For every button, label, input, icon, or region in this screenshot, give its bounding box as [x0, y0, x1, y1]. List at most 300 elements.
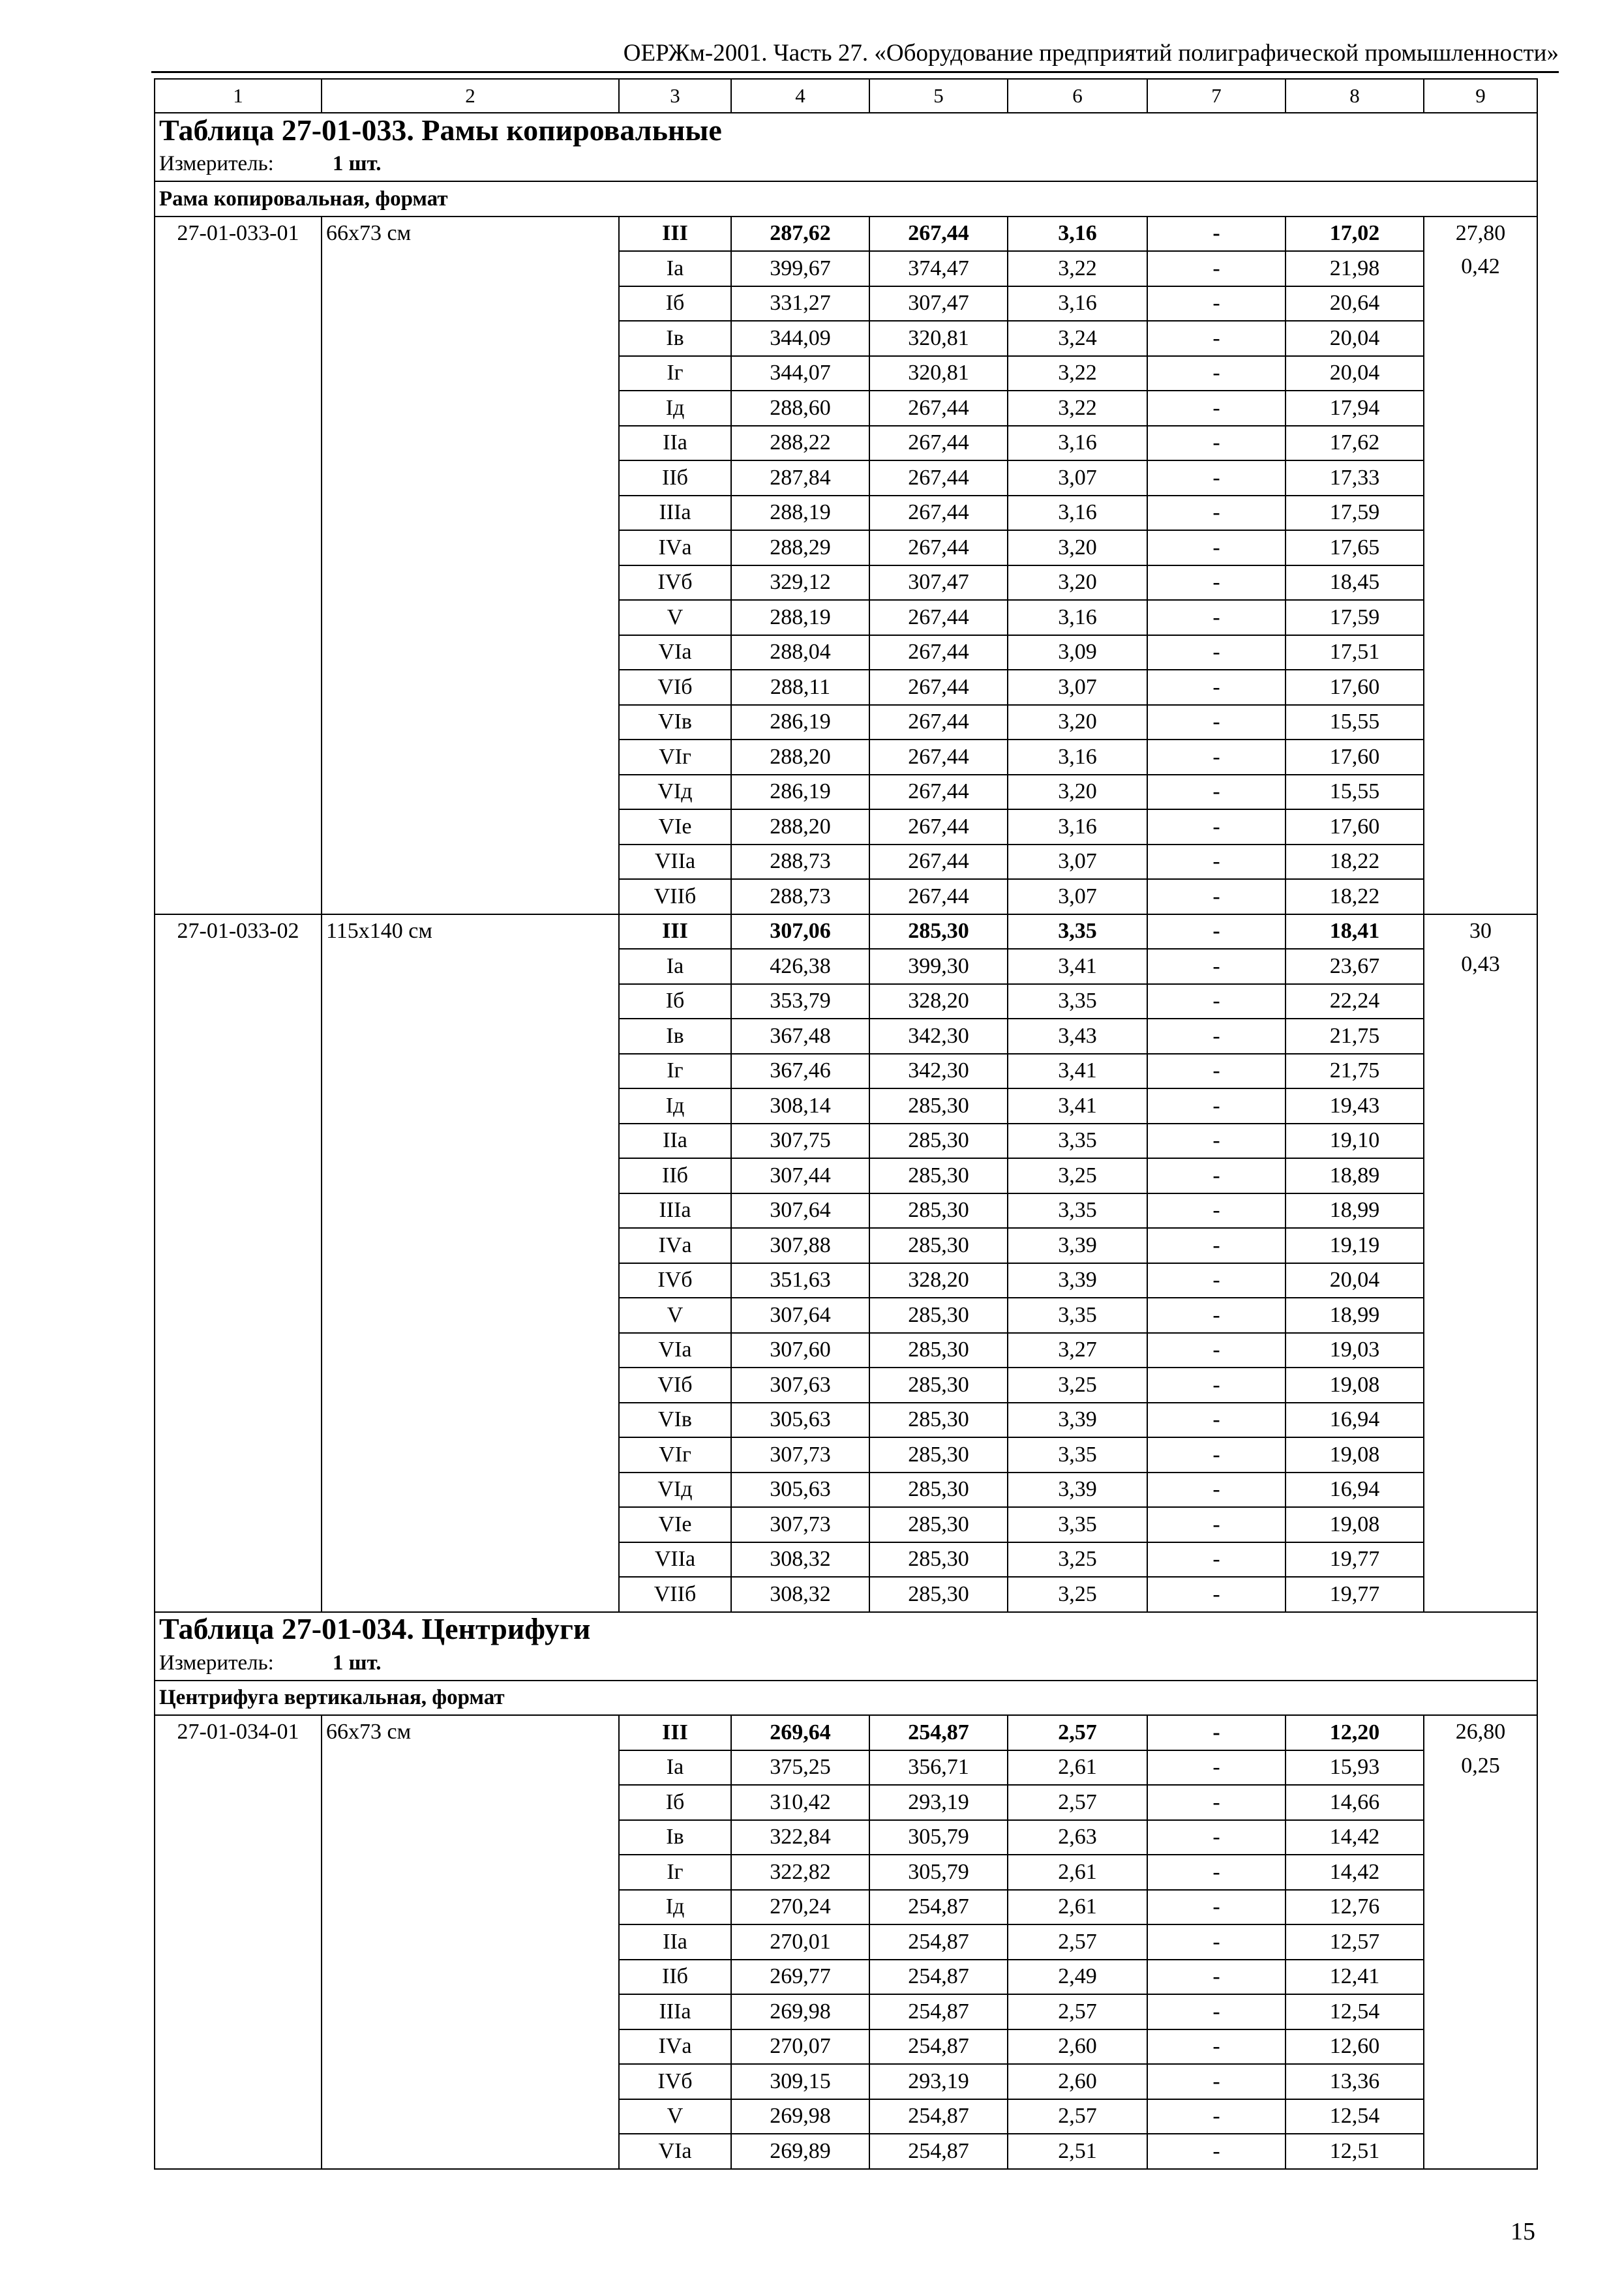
value-cell: 18,89: [1286, 1158, 1424, 1193]
value-cell: -: [1147, 1994, 1286, 2029]
value-cell: -: [1147, 1542, 1286, 1578]
value-cell: 3,25: [1008, 1368, 1147, 1403]
value-cell: 285,30: [869, 1193, 1008, 1229]
value-cell: 12,41: [1286, 1960, 1424, 1995]
value-cell: 12,57: [1286, 1924, 1424, 1960]
value-cell: 22,24: [1286, 984, 1424, 1019]
col9-cell: [1424, 217, 1537, 914]
value-cell: -: [1147, 705, 1286, 740]
value-cell: 320,81: [869, 321, 1008, 356]
value-cell: -: [1147, 984, 1286, 1019]
value-cell: 17,59: [1286, 600, 1424, 635]
value-cell: 12,54: [1286, 1994, 1424, 2029]
column-number: 7: [1147, 79, 1286, 113]
value-cell: 399,67: [731, 251, 869, 286]
zone-cell: VIа: [619, 2134, 731, 2169]
value-cell: -: [1147, 1298, 1286, 1333]
col9-value: 0,42: [1461, 254, 1500, 278]
zone-cell: IIа: [619, 1124, 731, 1159]
price-table: [154, 78, 1538, 2170]
measure-cell: [155, 1646, 1537, 1681]
item-code: 27-01-033-02: [155, 914, 322, 1612]
value-cell: 12,60: [1286, 2029, 1424, 2065]
value-cell: -: [1147, 1193, 1286, 1229]
value-cell: 18,99: [1286, 1298, 1424, 1333]
value-cell: 307,60: [731, 1333, 869, 1368]
value-cell: 285,30: [869, 1542, 1008, 1578]
zone-cell: Iг: [619, 1054, 731, 1089]
column-number: 9: [1424, 79, 1537, 113]
value-cell: 426,38: [731, 949, 869, 984]
value-cell: -: [1147, 1960, 1286, 1995]
value-cell: 254,87: [869, 1924, 1008, 1960]
value-cell: 267,44: [869, 845, 1008, 880]
value-cell: 20,04: [1286, 356, 1424, 391]
value-cell: 3,22: [1008, 356, 1147, 391]
value-cell: 309,15: [731, 2064, 869, 2099]
zone-cell: VIа: [619, 1333, 731, 1368]
value-cell: 286,19: [731, 705, 869, 740]
value-cell: 286,19: [731, 775, 869, 810]
value-cell: 305,79: [869, 1820, 1008, 1855]
zone-cell: IIб: [619, 1960, 731, 1995]
value-cell: 267,44: [869, 460, 1008, 496]
value-cell: 3,43: [1008, 1019, 1147, 1054]
value-cell: -: [1147, 1228, 1286, 1263]
zone-cell: Iд: [619, 1088, 731, 1124]
value-cell: 2,57: [1008, 2099, 1147, 2134]
value-cell: 267,44: [869, 426, 1008, 461]
value-cell: 2,63: [1008, 1820, 1147, 1855]
item-code: 27-01-033-01: [155, 217, 322, 914]
column-number: 8: [1286, 79, 1424, 113]
value-cell: 307,63: [731, 1368, 869, 1403]
measure-unit: 1 шт.: [332, 152, 382, 176]
zone-cell: VIIа: [619, 1542, 731, 1578]
zone-cell: VIв: [619, 1403, 731, 1438]
zone-cell: IVб: [619, 2064, 731, 2099]
value-cell: 305,63: [731, 1473, 869, 1508]
value-cell: 307,88: [731, 1228, 869, 1263]
zone-cell: V: [619, 2099, 731, 2134]
value-cell: 20,64: [1286, 286, 1424, 322]
value-cell: 19,19: [1286, 1228, 1424, 1263]
value-cell: 288,19: [731, 496, 869, 531]
value-cell: 18,45: [1286, 565, 1424, 601]
zone-cell: Iа: [619, 251, 731, 286]
value-cell: -: [1147, 600, 1286, 635]
column-number: 2: [322, 79, 619, 113]
value-cell: 267,44: [869, 496, 1008, 531]
value-cell: -: [1147, 1054, 1286, 1089]
value-cell: 353,79: [731, 984, 869, 1019]
value-cell: 307,47: [869, 565, 1008, 601]
value-cell: 17,62: [1286, 426, 1424, 461]
value-cell: -: [1147, 1507, 1286, 1542]
value-cell: -: [1147, 496, 1286, 531]
value-cell: 3,25: [1008, 1542, 1147, 1578]
value-cell: 3,07: [1008, 670, 1147, 705]
value-cell: 267,44: [869, 530, 1008, 565]
value-cell: 267,44: [869, 740, 1008, 775]
value-cell: 3,35: [1008, 1507, 1147, 1542]
value-cell: 307,44: [731, 1158, 869, 1193]
value-cell: 293,19: [869, 1785, 1008, 1820]
value-cell: 267,44: [869, 670, 1008, 705]
value-cell: -: [1147, 565, 1286, 601]
value-cell: 285,30: [869, 1368, 1008, 1403]
value-cell: -: [1147, 670, 1286, 705]
value-cell: 3,35: [1008, 1124, 1147, 1159]
value-cell: -: [1147, 879, 1286, 914]
value-cell: 21,75: [1286, 1054, 1424, 1089]
table-title-row: [155, 113, 1537, 147]
zone-cell: VIв: [619, 705, 731, 740]
item-name: 66x73 см: [322, 1715, 619, 2169]
zone-cell: VIа: [619, 635, 731, 670]
value-cell: 19,08: [1286, 1368, 1424, 1403]
value-cell: -: [1147, 2064, 1286, 2099]
table-row: [155, 914, 1537, 950]
value-cell: 14,42: [1286, 1855, 1424, 1890]
zone-cell: IIа: [619, 1924, 731, 1960]
column-number: 6: [1008, 79, 1147, 113]
value-cell: 23,67: [1286, 949, 1424, 984]
zone-cell: VIIб: [619, 1577, 731, 1612]
value-cell: 3,07: [1008, 879, 1147, 914]
column-number: 5: [869, 79, 1008, 113]
value-cell: 254,87: [869, 2099, 1008, 2134]
table-title-row: [155, 1612, 1537, 1647]
zone-cell: Iв: [619, 1019, 731, 1054]
value-cell: 285,30: [869, 1437, 1008, 1473]
value-cell: -: [1147, 1924, 1286, 1960]
value-cell: 307,73: [731, 1507, 869, 1542]
value-cell: 15,93: [1286, 1750, 1424, 1786]
item-code: 27-01-034-01: [155, 1715, 322, 2169]
value-cell: 18,99: [1286, 1193, 1424, 1229]
column-number: 4: [731, 79, 869, 113]
value-cell: 19,10: [1286, 1124, 1424, 1159]
value-cell: 285,30: [869, 1298, 1008, 1333]
value-cell: -: [1147, 286, 1286, 322]
value-cell: 344,09: [731, 321, 869, 356]
value-cell: 307,64: [731, 1298, 869, 1333]
zone-cell: IIб: [619, 460, 731, 496]
zone-cell: III: [619, 217, 731, 252]
value-cell: 3,07: [1008, 460, 1147, 496]
measure-row: [155, 1646, 1537, 1681]
value-cell: 17,65: [1286, 530, 1424, 565]
value-cell: 3,20: [1008, 565, 1147, 601]
zone-cell: IIIа: [619, 496, 731, 531]
table-title: Таблица 27-01-033. Рамы копировальные: [155, 113, 1537, 147]
value-cell: 288,29: [731, 530, 869, 565]
value-cell: 16,94: [1286, 1403, 1424, 1438]
value-cell: 287,84: [731, 460, 869, 496]
value-cell: 374,47: [869, 251, 1008, 286]
zone-cell: Iа: [619, 949, 731, 984]
value-cell: 3,24: [1008, 321, 1147, 356]
value-cell: 305,63: [731, 1403, 869, 1438]
value-cell: 3,25: [1008, 1158, 1147, 1193]
value-cell: 269,77: [731, 1960, 869, 1995]
value-cell: -: [1147, 775, 1286, 810]
value-cell: 254,87: [869, 2029, 1008, 2065]
value-cell: 3,16: [1008, 217, 1147, 252]
value-cell: 3,41: [1008, 1054, 1147, 1089]
zone-cell: VIб: [619, 1368, 731, 1403]
table-row: [155, 217, 1537, 252]
value-cell: 2,60: [1008, 2029, 1147, 2065]
zone-cell: Iд: [619, 391, 731, 426]
value-cell: 254,87: [869, 1715, 1008, 1750]
value-cell: -: [1147, 949, 1286, 984]
zone-cell: VIг: [619, 740, 731, 775]
value-cell: 15,55: [1286, 705, 1424, 740]
column-number: 1: [155, 79, 322, 113]
value-cell: 310,42: [731, 1785, 869, 1820]
value-cell: 322,84: [731, 1820, 869, 1855]
value-cell: 305,79: [869, 1855, 1008, 1890]
value-cell: -: [1147, 1019, 1286, 1054]
section-title: Рама копировальная, формат: [155, 181, 1537, 217]
value-cell: 3,20: [1008, 775, 1147, 810]
value-cell: -: [1147, 1368, 1286, 1403]
value-cell: 18,22: [1286, 879, 1424, 914]
value-cell: -: [1147, 740, 1286, 775]
value-cell: -: [1147, 321, 1286, 356]
zone-cell: Iб: [619, 984, 731, 1019]
value-cell: 17,60: [1286, 740, 1424, 775]
value-cell: 3,16: [1008, 286, 1147, 322]
value-cell: 2,49: [1008, 1960, 1147, 1995]
value-cell: 19,08: [1286, 1437, 1424, 1473]
zone-cell: VIе: [619, 1507, 731, 1542]
value-cell: 3,39: [1008, 1263, 1147, 1298]
value-cell: 3,35: [1008, 1298, 1147, 1333]
value-cell: 12,20: [1286, 1715, 1424, 1750]
value-cell: 3,16: [1008, 600, 1147, 635]
value-cell: 270,07: [731, 2029, 869, 2065]
value-cell: -: [1147, 1403, 1286, 1438]
value-cell: 3,39: [1008, 1473, 1147, 1508]
value-cell: 14,42: [1286, 1820, 1424, 1855]
value-cell: 293,19: [869, 2064, 1008, 2099]
value-cell: 3,35: [1008, 984, 1147, 1019]
value-cell: 3,07: [1008, 845, 1147, 880]
item-name: 66x73 см: [322, 217, 619, 914]
zone-cell: III: [619, 1715, 731, 1750]
value-cell: -: [1147, 1263, 1286, 1298]
value-cell: 307,06: [731, 914, 869, 950]
value-cell: 328,20: [869, 1263, 1008, 1298]
table-title: Таблица 27-01-034. Центрифуги: [155, 1612, 1537, 1647]
value-cell: 288,20: [731, 809, 869, 845]
value-cell: 254,87: [869, 1994, 1008, 2029]
value-cell: 285,30: [869, 1403, 1008, 1438]
value-cell: 329,12: [731, 565, 869, 601]
value-cell: 351,63: [731, 1263, 869, 1298]
value-cell: 21,75: [1286, 1019, 1424, 1054]
value-cell: 269,98: [731, 1994, 869, 2029]
value-cell: -: [1147, 1124, 1286, 1159]
zone-cell: IVа: [619, 530, 731, 565]
value-cell: -: [1147, 1333, 1286, 1368]
value-cell: 2,51: [1008, 2134, 1147, 2169]
zone-cell: VIIб: [619, 879, 731, 914]
measure-unit: 1 шт.: [332, 1651, 382, 1675]
value-cell: 344,07: [731, 356, 869, 391]
value-cell: 19,43: [1286, 1088, 1424, 1124]
value-cell: 288,73: [731, 845, 869, 880]
value-cell: 3,41: [1008, 949, 1147, 984]
zone-cell: IIIа: [619, 1994, 731, 2029]
value-cell: 2,60: [1008, 2064, 1147, 2099]
value-cell: 3,39: [1008, 1403, 1147, 1438]
zone-cell: IIб: [619, 1158, 731, 1193]
value-cell: 20,04: [1286, 321, 1424, 356]
col9-cell: [1424, 914, 1537, 1612]
value-cell: 3,35: [1008, 914, 1147, 950]
value-cell: -: [1147, 635, 1286, 670]
value-cell: -: [1147, 1158, 1286, 1193]
value-cell: 285,30: [869, 1577, 1008, 1612]
value-cell: 285,30: [869, 1333, 1008, 1368]
value-cell: 288,73: [731, 879, 869, 914]
value-cell: 19,03: [1286, 1333, 1424, 1368]
value-cell: 269,64: [731, 1715, 869, 1750]
zone-cell: Iв: [619, 1820, 731, 1855]
value-cell: 367,46: [731, 1054, 869, 1089]
value-cell: -: [1147, 217, 1286, 252]
value-cell: 356,71: [869, 1750, 1008, 1786]
value-cell: 267,44: [869, 775, 1008, 810]
zone-cell: IIIа: [619, 1193, 731, 1229]
value-cell: 269,89: [731, 2134, 869, 2169]
value-cell: 17,02: [1286, 217, 1424, 252]
value-cell: 288,19: [731, 600, 869, 635]
zone-cell: VIб: [619, 670, 731, 705]
value-cell: 14,66: [1286, 1785, 1424, 1820]
measure-label: Измеритель:: [159, 1651, 274, 1675]
section-row: [155, 181, 1537, 217]
value-cell: -: [1147, 391, 1286, 426]
value-cell: 288,20: [731, 740, 869, 775]
value-cell: 287,62: [731, 217, 869, 252]
zone-cell: VIIа: [619, 845, 731, 880]
value-cell: 13,36: [1286, 2064, 1424, 2099]
value-cell: 288,04: [731, 635, 869, 670]
value-cell: 19,77: [1286, 1542, 1424, 1578]
value-cell: 307,64: [731, 1193, 869, 1229]
value-cell: 307,75: [731, 1124, 869, 1159]
table-body: [155, 79, 1537, 2169]
table-row: [155, 1715, 1537, 1750]
zone-cell: IVб: [619, 565, 731, 601]
col9-value: 0,25: [1461, 1753, 1500, 1778]
value-cell: 2,61: [1008, 1750, 1147, 1786]
value-cell: 18,22: [1286, 845, 1424, 880]
value-cell: 17,60: [1286, 809, 1424, 845]
value-cell: 267,44: [869, 600, 1008, 635]
value-cell: 3,20: [1008, 530, 1147, 565]
value-cell: 288,11: [731, 670, 869, 705]
value-cell: 15,55: [1286, 775, 1424, 810]
value-cell: 267,44: [869, 809, 1008, 845]
col9-value: 26,80: [1455, 1720, 1506, 1744]
value-cell: 270,01: [731, 1924, 869, 1960]
item-name: 115x140 см: [322, 914, 619, 1612]
value-cell: 285,30: [869, 1124, 1008, 1159]
value-cell: 3,09: [1008, 635, 1147, 670]
col9-cell: [1424, 1715, 1537, 2169]
value-cell: -: [1147, 914, 1286, 950]
zone-cell: IVб: [619, 1263, 731, 1298]
value-cell: -: [1147, 2134, 1286, 2169]
value-cell: 2,61: [1008, 1855, 1147, 1890]
value-cell: 3,41: [1008, 1088, 1147, 1124]
value-cell: 254,87: [869, 2134, 1008, 2169]
value-cell: 17,51: [1286, 635, 1424, 670]
value-cell: -: [1147, 2029, 1286, 2065]
value-cell: 2,57: [1008, 1715, 1147, 1750]
value-cell: 367,48: [731, 1019, 869, 1054]
value-cell: -: [1147, 2099, 1286, 2134]
value-cell: 12,51: [1286, 2134, 1424, 2169]
value-cell: 308,32: [731, 1542, 869, 1578]
value-cell: -: [1147, 1820, 1286, 1855]
value-cell: 17,33: [1286, 460, 1424, 496]
value-cell: -: [1147, 1473, 1286, 1508]
value-cell: -: [1147, 845, 1286, 880]
value-cell: 342,30: [869, 1054, 1008, 1089]
value-cell: 285,30: [869, 914, 1008, 950]
zone-cell: III: [619, 914, 731, 950]
value-cell: 399,30: [869, 949, 1008, 984]
value-cell: 270,24: [731, 1890, 869, 1925]
value-cell: 308,32: [731, 1577, 869, 1612]
value-cell: -: [1147, 1715, 1286, 1750]
value-cell: 267,44: [869, 217, 1008, 252]
zone-cell: VIд: [619, 1473, 731, 1508]
value-cell: 285,30: [869, 1507, 1008, 1542]
zone-cell: Iг: [619, 356, 731, 391]
value-cell: 19,77: [1286, 1577, 1424, 1612]
value-cell: 2,57: [1008, 1994, 1147, 2029]
value-cell: 307,73: [731, 1437, 869, 1473]
zone-cell: Iг: [619, 1855, 731, 1890]
value-cell: 288,60: [731, 391, 869, 426]
value-cell: 3,16: [1008, 809, 1147, 845]
value-cell: 285,30: [869, 1158, 1008, 1193]
zone-cell: VIд: [619, 775, 731, 810]
value-cell: 307,47: [869, 286, 1008, 322]
page-number: 15: [1511, 2218, 1535, 2245]
value-cell: 21,98: [1286, 251, 1424, 286]
value-cell: 267,44: [869, 879, 1008, 914]
zone-cell: VIг: [619, 1437, 731, 1473]
zone-cell: IVа: [619, 1228, 731, 1263]
value-cell: 17,94: [1286, 391, 1424, 426]
value-cell: 3,16: [1008, 426, 1147, 461]
value-cell: 3,16: [1008, 496, 1147, 531]
value-cell: -: [1147, 1577, 1286, 1612]
value-cell: -: [1147, 809, 1286, 845]
value-cell: 2,61: [1008, 1890, 1147, 1925]
value-cell: -: [1147, 1785, 1286, 1820]
value-cell: 254,87: [869, 1890, 1008, 1925]
